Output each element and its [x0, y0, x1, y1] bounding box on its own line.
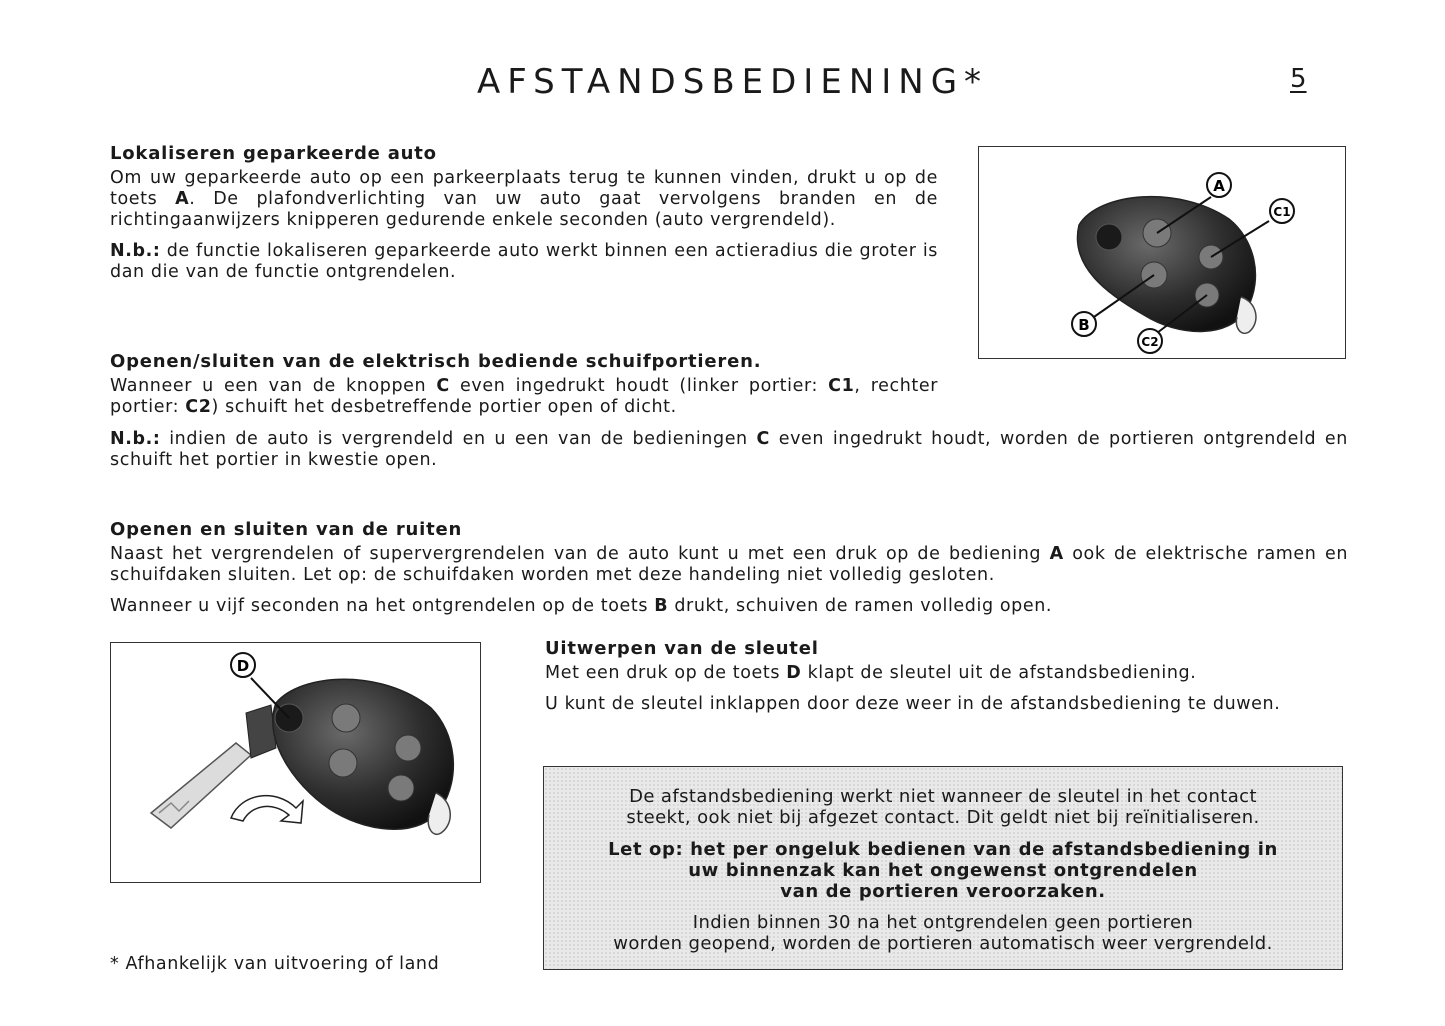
section-heading: Lokaliseren geparkeerde auto	[110, 143, 437, 164]
section-sliding-doors-note	[110, 429, 1348, 471]
text: even ingedrukt houdt, worden de portieren ontgrendeld en schuift het portier in kwestie open.	[110, 429, 1348, 470]
text: Naast het vergrendelen of supervergrendelen van de auto kunt u met een druk op de bediening	[110, 544, 1050, 564]
key-eject-illustration	[111, 643, 480, 882]
label-b: B	[1078, 316, 1090, 334]
note-paragraph	[110, 241, 938, 283]
text: Met een druk op de toets	[545, 663, 787, 683]
text: drukt, schuiven de ramen volledig open.	[668, 596, 1053, 616]
note-line: worden geopend, worden de portieren automatisch weer vergrendeld.	[613, 933, 1273, 954]
key-figure	[110, 642, 481, 883]
text: Wanneer u vijf seconden na het ontgrendelen op de toets	[110, 596, 655, 616]
paragraph	[110, 596, 1348, 617]
text: de functie lokaliseren geparkeerde auto werkt binnen een actieradius die groter is dan die van de functie ontgrendelen.	[110, 241, 938, 282]
page-number: 5	[1290, 64, 1307, 94]
section-locate-car	[110, 143, 938, 283]
warning-notebox	[543, 766, 1343, 970]
note-warning-line: van de portieren veroorzaken.	[780, 881, 1106, 902]
text: ook de elektrische ramen en schuifdaken sluiten. Let op: de schuifdaken worden met deze handeling niet volledig gesloten.	[110, 544, 1349, 585]
section-key-eject	[545, 638, 1347, 715]
section-heading: Openen en sluiten van de ruiten	[110, 519, 463, 540]
page-title: AFSTANDSBEDIENING*	[476, 62, 989, 102]
paragraph	[110, 544, 1348, 586]
text: Om uw geparkeerde auto op een parkeerplaats terug te kunnen vinden, drukt u op de toets	[110, 168, 938, 209]
section-sliding-doors	[110, 351, 938, 418]
bold-text: B	[654, 596, 669, 616]
remote-figure	[978, 146, 1346, 359]
footnote: * Afhankelijk van uitvoering of land	[110, 954, 440, 974]
note-line: De afstandsbediening werkt niet wanneer de sleutel in het contact	[629, 786, 1257, 807]
paragraph	[545, 663, 1347, 684]
bold-text: C	[756, 429, 770, 449]
nb-label: N.b.:	[110, 241, 161, 261]
text: . De plafondverlichting van uw auto gaat vervolgens branden en de richtingaanwijzers knipperen gedurende enkele seconden (auto vergrendeld).	[110, 189, 938, 230]
note-warning-line: Let op: het per ongeluk bedienen van de afstandsbediening in	[608, 839, 1278, 860]
text: indien de auto is vergrendeld en u een van de bedieningen	[160, 429, 757, 449]
text: ) schuift het desbetreffende portier open of dicht.	[211, 397, 677, 417]
text: , rechter portier:	[110, 376, 939, 417]
nb-label: N.b.:	[110, 429, 161, 449]
note-line: steekt, ook niet bij afgezet contact. Dit geldt niet bij reïnitialiseren.	[626, 807, 1260, 828]
label-d: D	[236, 657, 250, 675]
paragraph	[110, 168, 938, 231]
bold-text: A	[175, 189, 190, 209]
bold-text: C1	[828, 376, 855, 396]
label-c2: C2	[1141, 335, 1159, 349]
section-heading: Uitwerpen van de sleutel	[545, 638, 819, 659]
note-paragraph	[110, 429, 1348, 471]
text: Wanneer u een van de knoppen	[110, 376, 437, 396]
section-heading: Openen/sluiten van de elektrisch bediende schuifportieren.	[110, 351, 762, 372]
label-c1: C1	[1273, 205, 1291, 219]
remote-key-illustration	[979, 147, 1345, 358]
section-windows	[110, 519, 1348, 617]
paragraph: U kunt de sleutel inklappen door deze weer in de afstandsbediening te duwen.	[545, 694, 1281, 714]
bold-text: C	[436, 376, 450, 396]
bold-text: D	[786, 663, 802, 683]
label-a: A	[1213, 177, 1225, 195]
paragraph	[110, 376, 938, 418]
bold-text: A	[1049, 544, 1064, 564]
note-warning-line: uw binnenzak kan het ongewenst ontgrendelen	[688, 860, 1198, 881]
text: klapt de sleutel uit de afstandsbediening.	[801, 663, 1197, 683]
bold-text: C2	[185, 397, 212, 417]
note-line: Indien binnen 30 na het ontgrendelen geen portieren	[692, 912, 1194, 933]
text: even ingedrukt houdt (linker portier:	[449, 376, 829, 396]
